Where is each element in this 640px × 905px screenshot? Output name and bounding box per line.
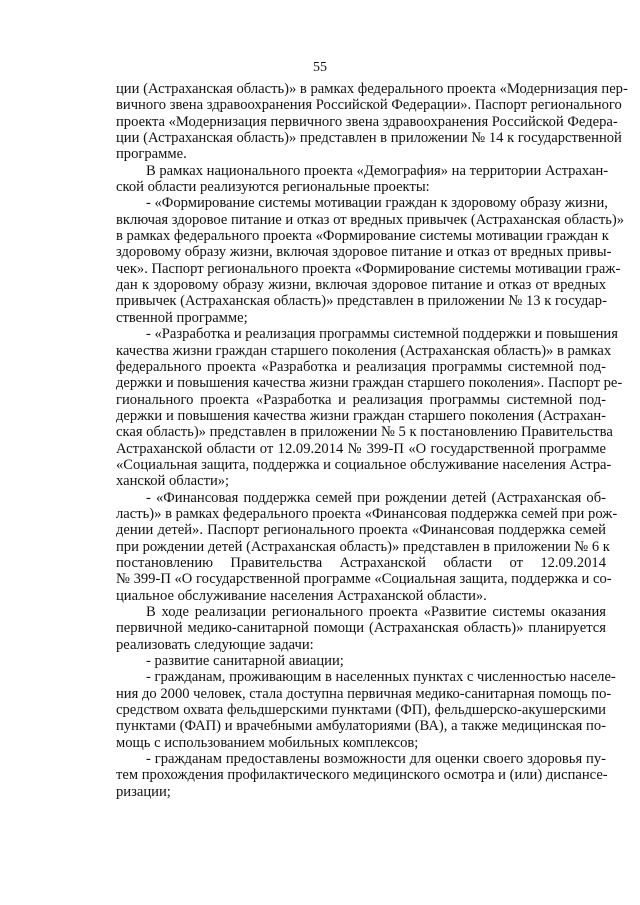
text-line: дан к здоровому образу жизни, включая здоровое питание и отказ от вредных [116, 277, 606, 294]
text-line: ханской области»; [116, 473, 230, 490]
text-line: программе. [116, 146, 187, 163]
text-line: - гражданам, проживающим в населенных пунктах с численностью населе- [146, 669, 616, 686]
text-line: тем прохождения профилактического медицинского осмотра и (или) диспансе- [116, 767, 608, 784]
paragraph [116, 326, 623, 490]
text-line: ская область)» представлен в приложении № 5 к постановлению Правительства [116, 424, 613, 441]
text-line: мощь с использованием мобильных комплексов; [116, 734, 419, 751]
text-line: ния до 2000 человек, стала доступна первичная медико-санитарная помощь по- [116, 685, 612, 702]
text-line: Астраханской области от 12.09.2014 № 399-П «О государственной программе [116, 440, 606, 457]
text-line: ции (Астраханская область)» в рамках федерального проекта «Модернизация пер- [116, 81, 628, 97]
text-line: В рамках национального проекта «Демография» на территории Астрахан- [146, 162, 609, 179]
paragraph [116, 669, 616, 751]
body-text [116, 81, 628, 800]
text-line: - гражданам предоставлены возможности для оценки своего здоровья пу- [146, 751, 606, 768]
text-line: пунктами (ФАП) и врачебными амбулаториями (ВА), а также медицинская по- [116, 718, 606, 735]
text-line: - «Финансовая поддержка семей при рождении детей (Астраханская об- [146, 489, 606, 506]
text-line: реализовать следующие задачи: [116, 636, 314, 653]
page-number: 55 [313, 60, 327, 75]
text-line: в рамках федерального проекта «Формирование системы мотивации граждан к [116, 228, 609, 245]
text-line: вичного звена здравоохранения Российской Федерации». Паспорт регионального [116, 97, 622, 114]
text-line: качества жизни граждан старшего поколения (Астраханская область)» в рамках [116, 342, 612, 359]
text-line: федерального проекта «Разработка и реализация программы системной под- [116, 358, 606, 375]
text-line: № 399-П «О государственной программе «Социальная защита, поддержка и со- [116, 571, 612, 588]
paragraph [116, 195, 625, 326]
paragraph [116, 81, 628, 163]
paragraph [116, 489, 618, 604]
text-line: ской области реализуются региональные проекты: [116, 179, 430, 196]
text-line: включая здоровое питание и отказ от вредных привычек (Астраханская область)» [116, 211, 625, 228]
text-line: чек». Паспорт регионального проекта «Формирование системы мотивации граж- [116, 260, 621, 277]
text-line: проекта «Модернизация первичного звена здравоохранения Российской Федера- [116, 113, 618, 130]
text-line: первичной медико-санитарной помощи (Астраханская область)» планируется [116, 620, 606, 637]
text-line: ственной программе; [116, 309, 248, 326]
paragraph [116, 604, 606, 653]
text-line: ризации; [116, 783, 171, 800]
paragraph [116, 751, 606, 800]
text-line: привычек (Астраханская область)» представлен в приложении № 13 к государ- [116, 293, 607, 310]
paragraph [116, 162, 609, 196]
paragraph [116, 653, 606, 669]
text-line: В ходе реализации регионального проекта «Развитие системы оказания [146, 604, 606, 620]
text-line: - «Формирование системы мотивации граждан к здоровому образу жизни, [146, 195, 608, 212]
text-line: при рождении детей (Астраханская область)» представлен в приложении № 6 к [116, 538, 610, 555]
text-line: ции (Астраханская область)» представлен в приложении № 14 к государственной [116, 130, 622, 147]
text-line: «Социальная защита, поддержка и социальное обслуживание населения Астра- [116, 456, 612, 473]
text-line: держки и повышения качества жизни граждан старшего поколения». Паспорт ре- [116, 375, 623, 392]
text-line: держки и повышения качества жизни граждан старшего поколения (Астрахан- [116, 407, 606, 424]
text-line: ласть)» в рамках федерального проекта «Финансовая поддержка семей при рож- [116, 505, 618, 522]
text-line: - развитие санитарной авиации; [146, 653, 344, 670]
text-line: постановлению Правительства Астраханской области от 12.09.2014 [116, 554, 606, 571]
text-line: дении детей». Паспорт регионального проекта «Финансовая поддержка семей [116, 522, 606, 539]
text-line: здоровому образу жизни, включая здоровое питание и отказ от вредных привы- [116, 244, 612, 261]
text-line: - «Разработка и реализация программы системной поддержки и повышения [146, 326, 618, 343]
text-line: гионального проекта «Разработка и реализация программы системной под- [116, 391, 606, 408]
text-line: циальное обслуживание населения Астраханской области». [116, 587, 487, 604]
text-line: средством охвата фельдшерскими пунктами (ФП), фельдшерско-акушерскими [116, 702, 606, 719]
